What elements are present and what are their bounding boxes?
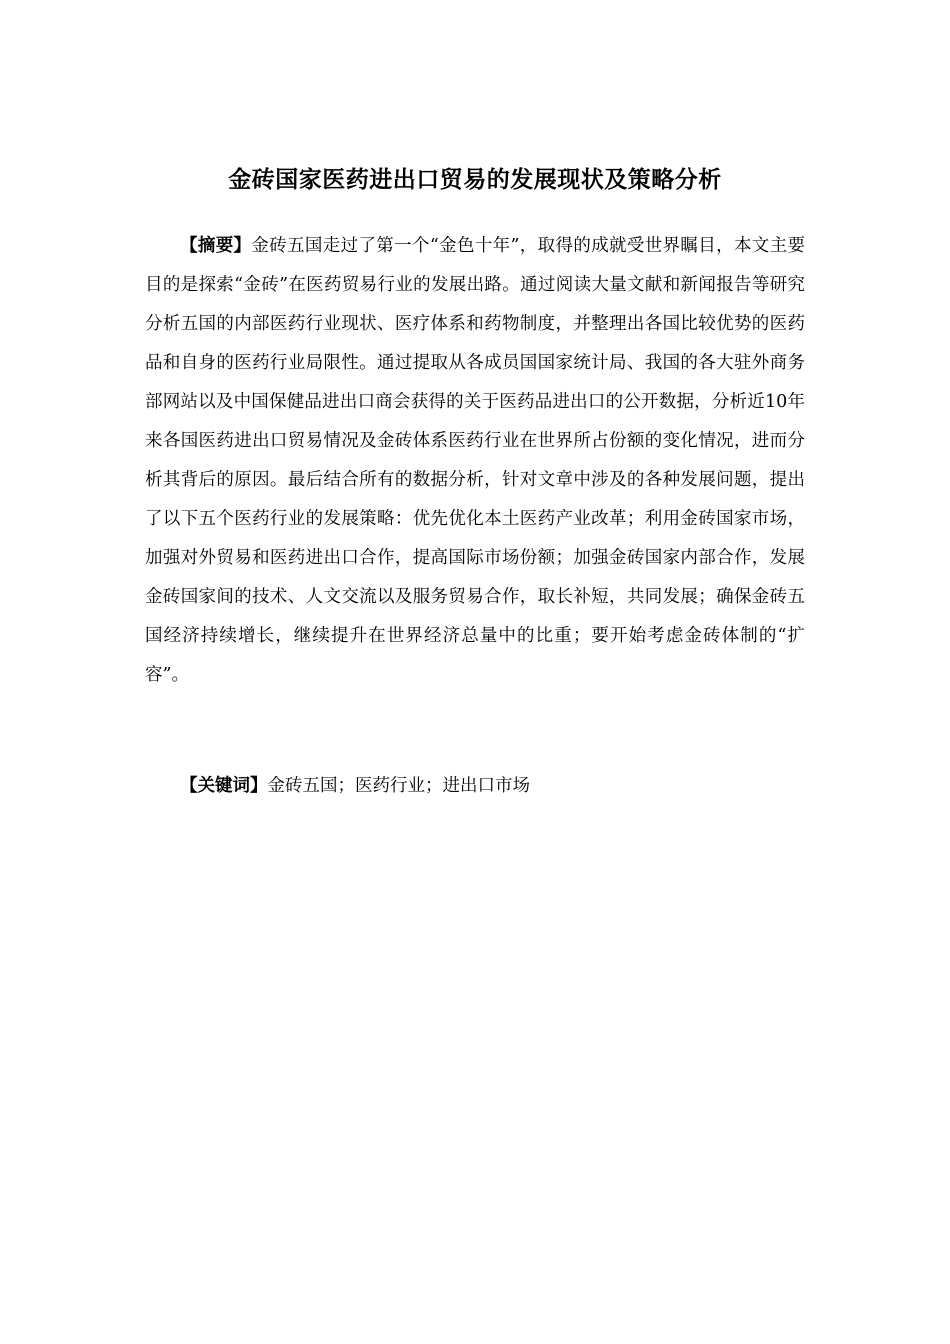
keywords-line [180,767,805,806]
abstract-label: 【摘要】 [180,236,252,256]
abstract-text: 金砖五国走过了第一个“金色十年”，取得的成就受世界瞩目，本文主要目的是探索“金砖”在医药贸易行业的发展出路。通过阅读大量文献和新闻报告等研究分析五国的内部医药行业现状、医疗体系和药物制度，并整理出各国比较优势的医药品和自身的医药行业局限性。通过提取从各成员国国家统计局、我国的各大驻外商务部网站以及中国保健品进出口商会获得的关于医药品进出口的公开数据，分析近10年来各国医药进出口贸易情况及金砖体系医药行业在世界所占份额的变化情况，进而分析其背后的原因。最后结合所有的数据分析，针对文章中涉及的各种发展问题，提出了以下五个医药行业的发展策略：优先优化本土医药产业改革；利用金砖国家市场，加强对外贸易和医药进出口合作，提高国际市场份额；加强金砖国家内部合作，发展金砖国家间的技术、人文交流以及服务贸易合作，取长补短，共同发展；确保金砖五国经济持续增长，继续提升在世界经济总量中的比重；要开始考虑金砖体制的“扩容”。 [145,236,805,685]
abstract-paragraph [145,227,805,695]
keywords-text: 金砖五国；医药行业；进出口市场 [267,776,530,796]
document-title: 金砖国家医药进出口贸易的发展现状及策略分析 [228,167,722,193]
keywords-label: 【关键词】 [180,776,268,796]
